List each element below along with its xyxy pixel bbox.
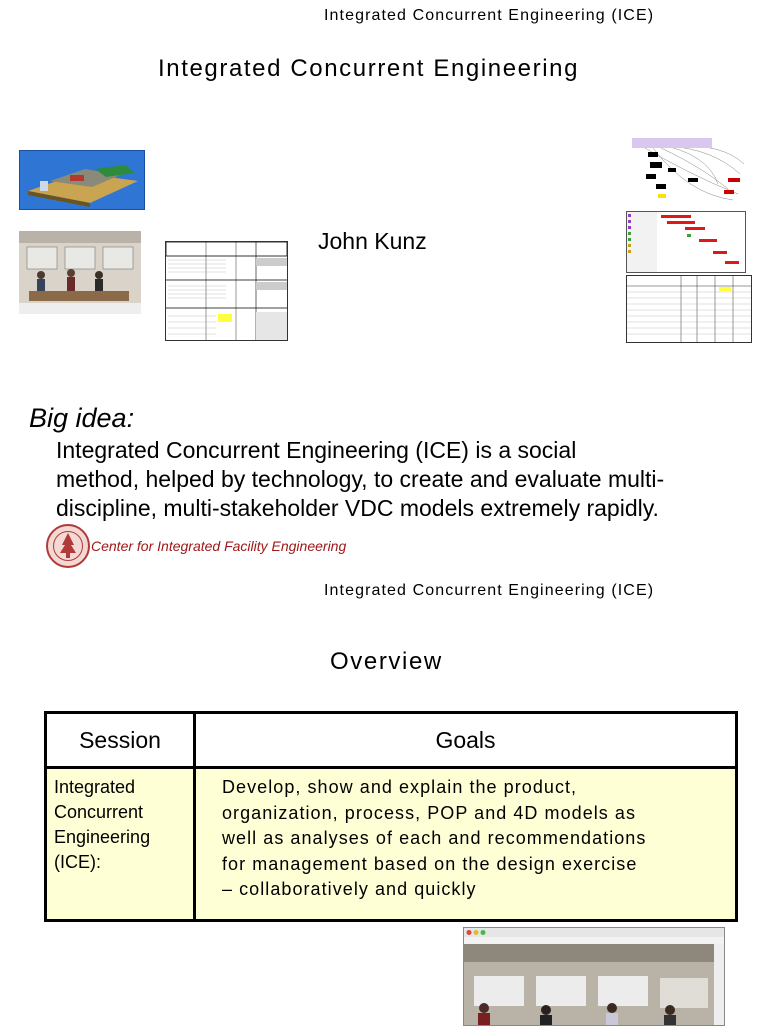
- session-line: Engineering: [54, 827, 151, 847]
- goals-line: – collaboratively and quickly: [222, 879, 477, 899]
- session-cell: [46, 768, 195, 921]
- building-model-image: [19, 150, 145, 210]
- author-name: John Kunz: [318, 228, 427, 254]
- big-idea-line: discipline, multi-stakeholder VDC models extremely rapidly.: [56, 495, 659, 521]
- big-idea-line: method, helped by technology, to create and evaluate multi-: [56, 466, 665, 492]
- goals-line: for management based on the design exercise: [222, 853, 638, 874]
- spreadsheet-thumbnail: [165, 241, 288, 341]
- goals-cell: [195, 768, 737, 921]
- slide2-header: Integrated Concurrent Engineering (ICE): [324, 582, 655, 599]
- goals-line: Develop, show and explain the product,: [222, 777, 578, 797]
- ice-room-window-screenshot: [463, 927, 725, 1026]
- session-goals-table: [44, 711, 738, 922]
- big-idea-text: [56, 436, 761, 523]
- session-line: Integrated: [54, 777, 136, 797]
- session-line: (ICE):: [54, 852, 101, 872]
- session-header: Session: [46, 713, 195, 768]
- stanford-seal-logo: [45, 523, 91, 574]
- goals-header: Goals: [195, 713, 737, 768]
- gantt-chart-image: [626, 211, 746, 273]
- goals-line: well as analyses of each and recommendations: [222, 828, 647, 848]
- financial-table-image: [626, 275, 752, 343]
- table-header-row: [46, 713, 737, 768]
- session-line: Concurrent: [54, 802, 144, 822]
- table-row: [46, 768, 737, 921]
- slide1-header: Integrated Concurrent Engineering (ICE): [324, 7, 655, 24]
- meeting-room-photo: [19, 231, 141, 314]
- goals-line: organization, process, POP and 4D models as: [222, 802, 637, 823]
- organization-diagram-image: [628, 134, 748, 206]
- big-idea-line: Integrated Concurrent Engineering (ICE) is a social: [56, 437, 577, 463]
- slide1-title: Integrated Concurrent Engineering: [158, 55, 580, 82]
- big-idea-label: Big idea:: [29, 403, 135, 433]
- slide2-title: Overview: [330, 648, 443, 675]
- cife-footer-label: Center for Integrated Facility Engineering: [91, 538, 347, 554]
